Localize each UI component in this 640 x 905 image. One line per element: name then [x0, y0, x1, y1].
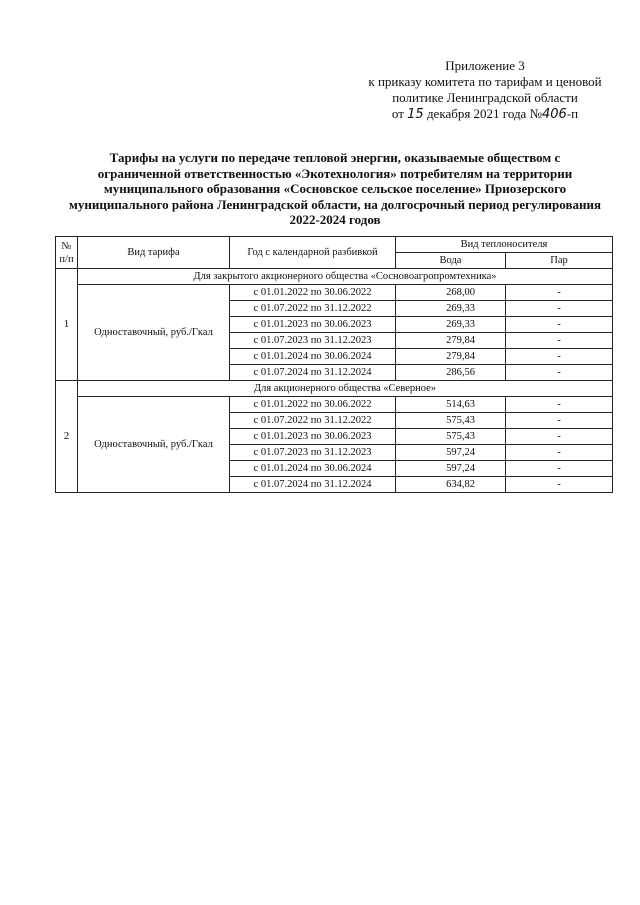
water-value: 575,43 [396, 429, 506, 445]
water-value: 279,84 [396, 333, 506, 349]
appendix-date-prefix: от [391, 106, 404, 121]
water-value: 634,82 [396, 477, 506, 493]
group-num: 2 [56, 381, 78, 493]
tariff-type-cell: Одноставочный, руб./Гкал [78, 285, 230, 381]
water-value: 279,84 [396, 349, 506, 365]
steam-value: - [506, 301, 613, 317]
steam-value: - [506, 317, 613, 333]
tariffs-table [55, 236, 613, 493]
tariff-type-cell: Одноставочный, руб./Гкал [78, 397, 230, 493]
appendix-day-handwritten: 15 [407, 107, 424, 122]
steam-value: - [506, 365, 613, 381]
period-cell: с 01.07.2023 по 31.12.2023 [230, 333, 396, 349]
header-carrier: Вид теплоносителя [396, 237, 613, 253]
appendix-line-3: политике Ленинградской области [392, 90, 578, 105]
water-value: 286,56 [396, 365, 506, 381]
document-title [55, 150, 615, 228]
company-name: Для закрытого акционерного общества «Сосновоагропромтехника» [78, 269, 613, 285]
water-value: 575,43 [396, 413, 506, 429]
title-line-3: муниципального образования «Сосновское сельское поселение» Приозерского [103, 181, 567, 196]
steam-value: - [506, 477, 613, 493]
period-cell: с 01.07.2024 по 31.12.2024 [230, 365, 396, 381]
water-value: 268,00 [396, 285, 506, 301]
steam-value: - [506, 413, 613, 429]
company-row [56, 269, 613, 285]
appendix-header [360, 58, 610, 123]
water-value: 597,24 [396, 445, 506, 461]
steam-value: - [506, 429, 613, 445]
water-value: 514,63 [396, 397, 506, 413]
title-line-4: муниципального района Ленинградской области, на долгосрочный период регулирования [69, 196, 601, 212]
appendix-number-suffix: -п [566, 106, 579, 121]
company-name: Для акционерного общества «Северное» [78, 381, 613, 397]
period-cell: с 01.07.2023 по 31.12.2023 [230, 445, 396, 461]
period-cell: с 01.07.2022 по 31.12.2022 [230, 301, 396, 317]
steam-value: - [506, 285, 613, 301]
water-value: 597,24 [396, 461, 506, 477]
appendix-number-handwritten: 406 [541, 107, 567, 122]
header-num: № п/п [56, 237, 78, 269]
period-cell: с 01.01.2022 по 30.06.2022 [230, 285, 396, 301]
steam-value: - [506, 461, 613, 477]
table-row [56, 285, 613, 301]
company-row [56, 381, 613, 397]
period-cell: с 01.01.2023 по 30.06.2023 [230, 317, 396, 333]
period-cell: с 01.07.2024 по 31.12.2024 [230, 477, 396, 493]
water-value: 269,33 [396, 317, 506, 333]
appendix-date-middle: декабря 2021 года № [426, 106, 542, 121]
period-cell: с 01.01.2022 по 30.06.2022 [230, 397, 396, 413]
header-water: Вода [396, 253, 506, 269]
header-steam: Пар [506, 253, 613, 269]
steam-value: - [506, 333, 613, 349]
steam-value: - [506, 349, 613, 365]
period-cell: с 01.01.2023 по 30.06.2023 [230, 429, 396, 445]
period-cell: с 01.01.2024 по 30.06.2024 [230, 461, 396, 477]
period-cell: с 01.01.2024 по 30.06.2024 [230, 349, 396, 365]
water-value: 269,33 [396, 301, 506, 317]
period-cell: с 01.07.2022 по 31.12.2022 [230, 413, 396, 429]
title-line-2: ограниченной ответственностью «Экотехнология» потребителям на территории [97, 165, 573, 181]
table-row [56, 397, 613, 413]
title-line-5: 2022-2024 годов [289, 212, 381, 227]
header-tariff-type: Вид тарифа [78, 237, 230, 269]
group-num: 1 [56, 269, 78, 381]
steam-value: - [506, 397, 613, 413]
appendix-line-4 [360, 106, 610, 123]
table-header-row [56, 237, 613, 253]
appendix-line-2: к приказу комитета по тарифам и ценовой [368, 74, 602, 89]
appendix-line-1: Приложение 3 [445, 58, 525, 73]
title-line-1: Тарифы на услуги по передаче тепловой энергии, оказываемые обществом с [109, 150, 561, 165]
header-year: Год с календарной разбивкой [230, 237, 396, 269]
steam-value: - [506, 445, 613, 461]
